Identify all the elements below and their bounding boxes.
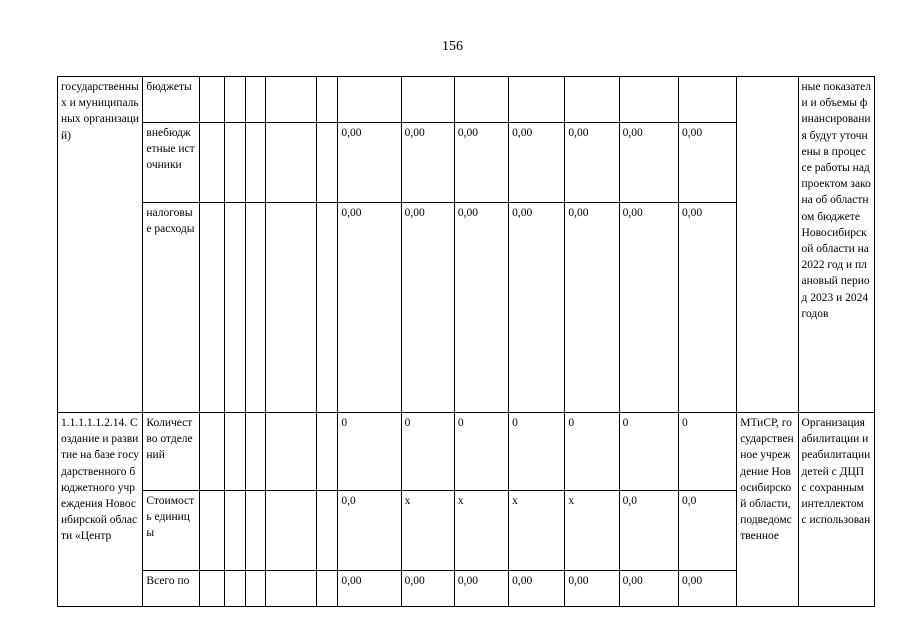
value-cell: 0,00 xyxy=(401,123,454,203)
value-cell: 0,00 xyxy=(338,123,401,203)
value-cell: x xyxy=(401,491,454,571)
measure-cell: государственных и муниципальных организаций) xyxy=(58,77,143,413)
value-cell: 0 xyxy=(338,413,401,491)
value-cell xyxy=(509,77,565,123)
program-table xyxy=(57,76,875,607)
value-cell xyxy=(454,77,508,123)
value-cell: 0,00 xyxy=(401,203,454,413)
table-row xyxy=(58,77,875,123)
value-cell: 0,00 xyxy=(678,571,736,607)
value-cell: 0,00 xyxy=(338,203,401,413)
indicator-cell: Стоимость единицы xyxy=(143,491,199,571)
value-cell: 0,00 xyxy=(619,571,678,607)
value-cell: 0,00 xyxy=(565,123,619,203)
executor-cell: МТиСР, государственное учреждение Новосибирской области, подведомственное xyxy=(737,413,798,607)
value-cell: 0 xyxy=(401,413,454,491)
value-cell xyxy=(619,77,678,123)
value-cell xyxy=(565,77,619,123)
value-cell: 0 xyxy=(619,413,678,491)
value-cell: 0,00 xyxy=(678,203,736,413)
value-cell: 0,00 xyxy=(509,571,565,607)
value-cell: 0 xyxy=(509,413,565,491)
indicator-cell: Количество отделений xyxy=(143,413,199,491)
indicator-cell: внебюджетные источники xyxy=(143,123,199,203)
indicator-cell: Всего по xyxy=(143,571,199,607)
executor-cell xyxy=(737,77,798,413)
indicator-cell: налоговые расходы xyxy=(143,203,199,413)
value-cell: 0 xyxy=(454,413,508,491)
table-row xyxy=(58,413,875,491)
value-cell: 0,00 xyxy=(619,123,678,203)
value-cell: x xyxy=(565,491,619,571)
value-cell: 0,00 xyxy=(454,123,508,203)
indicator-cell: бюджеты xyxy=(143,77,199,123)
value-cell: 0,00 xyxy=(678,123,736,203)
value-cell: 0,00 xyxy=(454,203,508,413)
value-cell xyxy=(678,77,736,123)
value-cell: 0,00 xyxy=(454,571,508,607)
value-cell: 0,00 xyxy=(619,203,678,413)
value-cell: 0,00 xyxy=(509,203,565,413)
value-cell: 0,0 xyxy=(678,491,736,571)
value-cell: x xyxy=(509,491,565,571)
value-cell xyxy=(401,77,454,123)
value-cell: 0,0 xyxy=(338,491,401,571)
value-cell: 0,00 xyxy=(565,203,619,413)
page-number: 156 xyxy=(442,39,463,54)
value-cell: 0,0 xyxy=(619,491,678,571)
measure-cell: 1.1.1.1.1.2.14. Создание и развитие на базе государственного бюджетного учреждения Новосибирской области «Центр xyxy=(58,413,143,607)
value-cell: 0,00 xyxy=(509,123,565,203)
value-cell: 0,00 xyxy=(338,571,401,607)
value-cell: 0 xyxy=(678,413,736,491)
value-cell: 0,00 xyxy=(401,571,454,607)
result-cell: ные показатели и объемы финансирования будут уточнены в процессе работы над проектом закона об областном бюджете Новосибирской области на 2022 год и плановый период 2023 и 2024 годов xyxy=(798,77,874,413)
value-cell: 0 xyxy=(565,413,619,491)
value-cell: 0,00 xyxy=(565,571,619,607)
value-cell xyxy=(338,77,401,123)
result-cell: Организация абилитации и реабилитации детей с ДЦП с сохранным интеллектом с использован xyxy=(798,413,874,607)
value-cell: x xyxy=(454,491,508,571)
